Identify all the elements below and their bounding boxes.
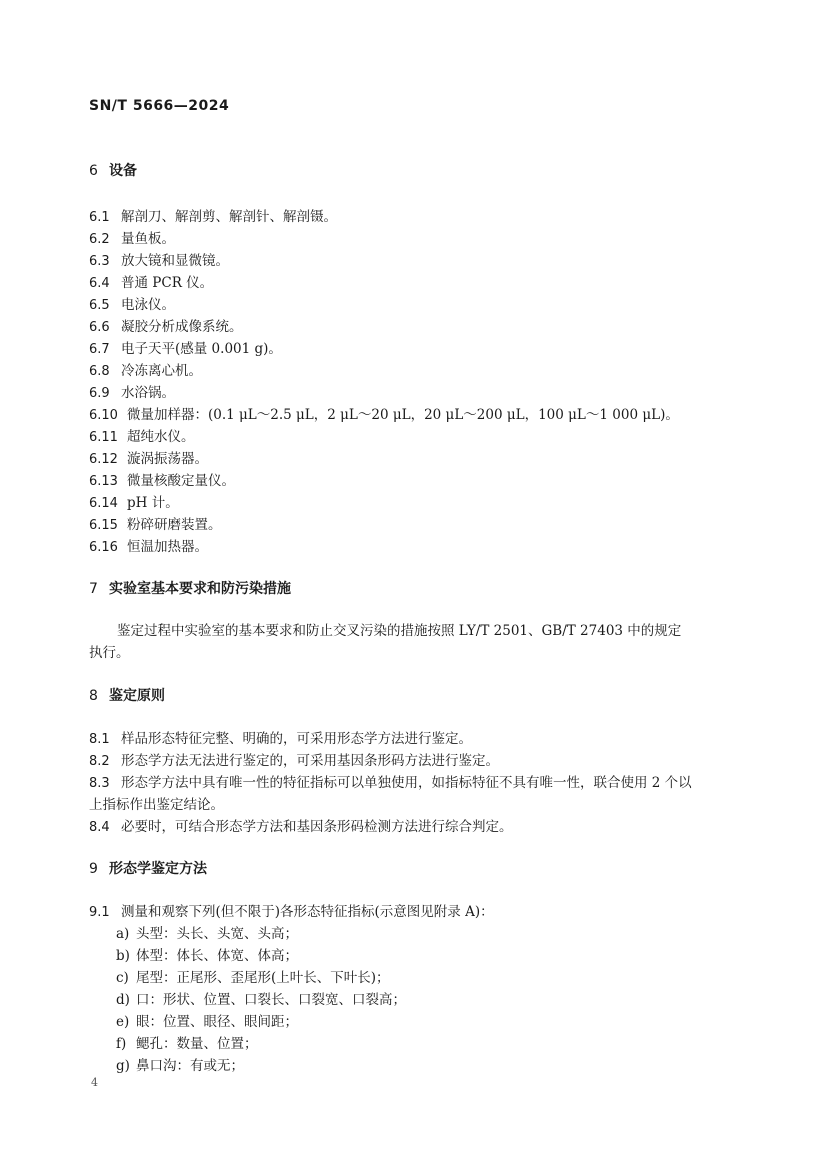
feature-item: f) 鳃孔：数量、位置； [116,1036,258,1052]
list-item: 8.3 形态学方法中具有唯一性的特征指标可以单独使用，如指标特征不具有唯一性，联合使用 2 个以 [89,775,692,791]
section-number: 9 [89,861,98,877]
list-item: 6.6 凝胶分析成像系统。 [89,319,243,335]
section-9-heading [89,858,207,878]
paragraph-line: 鉴定过程中实验室的基本要求和防止交叉污染的措施按照 LY/T 2501、GB/T 27403 中的规定 [117,623,682,639]
list-item: 6.3 放大镜和显微镜。 [89,253,229,269]
list-item: 8.1 样品形态特征完整、明确的，可采用形态学方法进行鉴定。 [89,731,472,747]
feature-item: g) 鼻口沟：有或无； [116,1058,244,1074]
list-item: 6.2 量鱼板。 [89,231,175,247]
feature-item: a) 头型：头长、头宽、头高； [116,926,298,942]
section-title: 设备 [109,163,137,179]
feature-item: e) 眼：位置、眼径、眼间距； [116,1014,298,1030]
list-item: 8.2 形态学方法无法进行鉴定的，可采用基因条形码方法进行鉴定。 [89,753,499,769]
feature-item: c) 尾型：正尾形、歪尾形(上叶长、下叶长)； [116,970,390,986]
section-6-heading [89,160,137,180]
list-item: 6.15 粉碎研磨装置。 [89,517,222,533]
standard-code-header: SN/T 5666—2024 [89,98,230,114]
page-number: 4 [91,1076,98,1089]
section-title: 实验室基本要求和防污染措施 [109,581,291,597]
list-item: 6.16 恒温加热器。 [89,539,208,555]
feature-item: b) 体型：体长、体宽、体高； [116,948,298,964]
list-item: 6.14 pH 计。 [89,495,179,511]
list-item: 6.7 电子天平(感量 0.001 g)。 [89,341,282,357]
list-item: 6.5 电泳仪。 [89,297,175,313]
section-7-heading [89,578,291,598]
list-item-continuation: 上指标作出鉴定结论。 [89,797,224,813]
section-number: 8 [89,688,98,704]
paragraph-line: 执行。 [89,645,130,661]
list-item: 8.4 必要时，可结合形态学方法和基因条形码检测方法进行综合判定。 [89,819,513,835]
list-item: 6.12 漩涡振荡器。 [89,451,208,467]
list-item: 6.4 普通 PCR 仪。 [89,275,214,291]
list-item: 6.10 微量加样器：(0.1 μL～2.5 μL，2 μL～20 μL，20 μL～200 μL，100 μL～1 000 μL)。 [89,407,679,423]
feature-item: d) 口：形状、位置、口裂长、口裂宽、口裂高； [116,992,406,1008]
list-item: 6.9 水浴锅。 [89,385,175,401]
list-item: 6.1 解剖刀、解剖剪、解剖针、解剖镊。 [89,209,337,225]
section-number: 6 [89,163,98,179]
section-number: 7 [89,581,98,597]
section-8-heading [89,685,165,705]
list-item: 6.13 微量核酸定量仪。 [89,473,235,489]
section-title: 形态学鉴定方法 [109,861,207,877]
list-item: 6.8 冷冻离心机。 [89,363,202,379]
section-title: 鉴定原则 [109,688,165,704]
list-item: 9.1 测量和观察下列(但不限于)各形态特征指标(示意图见附录 A)： [89,904,494,920]
list-item: 6.11 超纯水仪。 [89,429,195,445]
